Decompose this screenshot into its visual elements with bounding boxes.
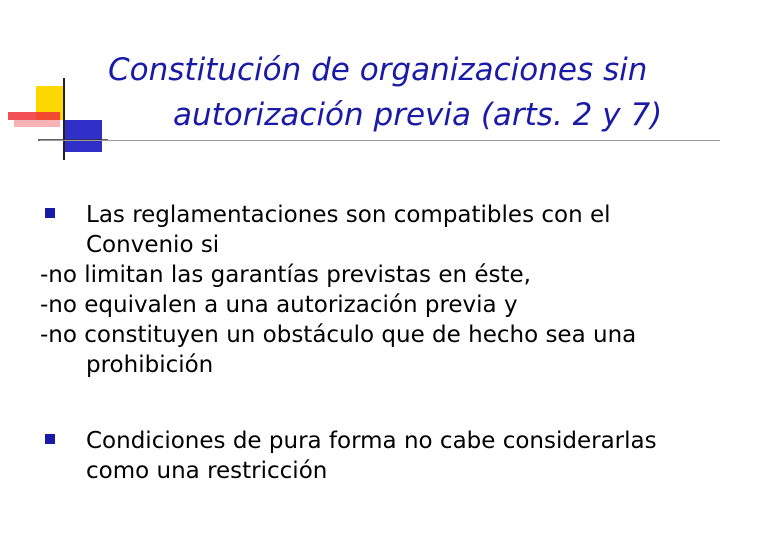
dash-item: -no limitan las garantías previstas en éste, [40,262,531,288]
dash-item-continuation: prohibición [86,352,214,378]
bullet-text-line: como una restricción [86,458,328,484]
slide-title [60,48,760,138]
bullet-text-line: Convenio si [86,232,220,258]
dash-item: -no equivalen a una autorización previa y [40,292,518,318]
bullet-item [40,200,740,260]
logo-red-shadow [14,120,60,127]
spacer [40,380,740,426]
square-bullet-icon [45,208,55,218]
bullet-item [40,426,740,486]
dash-item: -no constituyen un obstáculo que de hecho sea una [40,322,637,348]
bullet-text-line: Las reglamentaciones son compatibles con el [86,202,611,228]
slide-body [40,200,740,486]
slide-title-line1: Constitución de organizaciones sin [108,52,648,88]
slide-title-line2: autorización previa (arts. 2 y 7) [173,97,663,133]
bullet-text-line: Condiciones de pura forma no cabe considerarlas [86,428,657,454]
logo-red-bar [8,112,60,120]
square-bullet-icon [45,434,55,444]
title-underline [40,140,720,141]
